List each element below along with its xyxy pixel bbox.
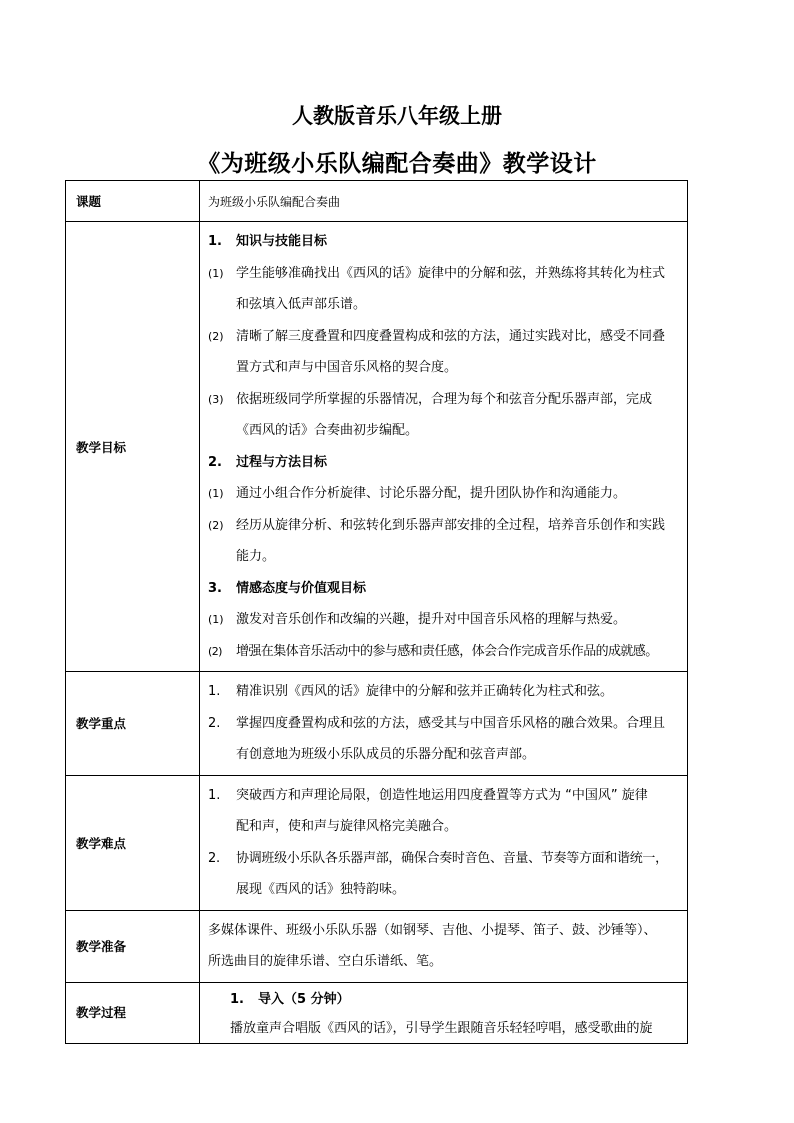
topic-label: 课题 <box>66 181 200 222</box>
key-point-item-cont: 有创意地为班级小乐队成员的乐器分配和弦音声部。 <box>236 747 536 762</box>
objective-item: (1) 激发对音乐创作和改编的兴趣，提升对中国音乐风格的理解与热爱。 <box>208 612 627 627</box>
objective-item: (1) 通过小组合作分析旋律、讨论乐器分配，提升团队协作和沟通能力。 <box>208 486 627 501</box>
key-points-row <box>66 672 688 776</box>
difficulty-item-cont: 配和声，使和声与旋律风格完美融合。 <box>236 819 458 834</box>
objective-item: (3) 依据班级同学所掌握的乐器情况，合理为每个和弦音分配乐器声部，完成 <box>208 391 653 407</box>
key-points-label: 教学重点 <box>66 672 200 776</box>
process-label: 教学过程 <box>66 982 200 1043</box>
topic-value: 为班级小乐队编配合奏曲 <box>208 194 341 209</box>
objective-item-cont: 能力。 <box>236 549 276 564</box>
preparation-cell <box>200 910 688 982</box>
lesson-plan-table <box>65 180 688 1044</box>
preparation-label: 教学准备 <box>66 910 200 982</box>
objective-item-cont: 置方式和声与中国音乐风格的契合度。 <box>236 360 458 375</box>
document-title-line2: 《为班级小乐队编配合奏曲》教学设计 <box>197 150 597 177</box>
difficulty-item-cont: 展现《西风的话》独特韵味。 <box>236 882 406 897</box>
difficulty-item: 1. 突破西方和声理论局限，创造性地运用四度叠置等方式为 “中国风” 旋律 <box>208 787 648 803</box>
process-row <box>66 982 688 1043</box>
objective-item: (2) 增强在集体音乐活动中的参与感和责任感，体会合作完成音乐作品的成就感。 <box>208 643 658 659</box>
objective-item-cont: 和弦填入低声部乐谱。 <box>236 297 367 312</box>
key-point-item: 1. 精准识别《西风的话》旋律中的分解和弦并正确转化为柱式和弦。 <box>208 684 614 699</box>
document-title-line1: 人教版音乐八年级上册 <box>292 103 502 128</box>
key-point-item: 2. 掌握四度叠置构成和弦的方法，感受其与中国音乐风格的融合效果。合理且 <box>208 715 666 731</box>
objective-section-2: 2. 过程与方法目标 <box>208 454 328 470</box>
objective-item: (1) 学生能够准确找出《西风的话》旋律中的分解和弦，并熟练将其转化为柱式 <box>208 265 666 281</box>
difficulties-cell <box>200 775 688 910</box>
objective-section-3: 3. 情感态度与价值观目标 <box>208 580 367 596</box>
objective-item-cont: 《西风的话》合奏曲初步编配。 <box>236 423 419 438</box>
topic-value-cell <box>200 181 688 222</box>
objective-section-1: 1. 知识与技能目标 <box>208 234 328 249</box>
objective-item: (2) 经历从旋律分析、和弦转化到乐器声部安排的全过程，培养音乐创作和实践 <box>208 517 666 533</box>
difficulty-item: 2. 协调班级小乐队各乐器声部，确保合奏时音色、音量、节奏等方面和谐统一， <box>208 850 668 866</box>
difficulties-label: 教学难点 <box>66 775 200 910</box>
process-step-text: 播放童声合唱版《西风的话》，引导学生跟随音乐轻轻哼唱，感受歌曲的旋 <box>230 1020 653 1036</box>
preparation-line: 多媒体课件、班级小乐队乐器（如钢琴、吉他、小提琴、笛子、鼓、沙锤等）、 <box>208 922 657 938</box>
process-step-title: 1. 导入（5 分钟） <box>230 991 350 1007</box>
objectives-cell <box>200 222 688 672</box>
topic-row <box>66 181 688 222</box>
objective-item: (2) 清晰了解三度叠置和四度叠置构成和弦的方法，通过实践对比，感受不同叠 <box>208 328 666 344</box>
preparation-row <box>66 910 688 982</box>
objectives-label: 教学目标 <box>66 222 200 672</box>
preparation-line: 所选曲目的旋律乐谱、空白乐谱纸、笔。 <box>208 954 443 969</box>
difficulties-row <box>66 775 688 910</box>
key-points-cell <box>200 672 688 776</box>
process-cell <box>200 982 688 1043</box>
objectives-row <box>66 222 688 672</box>
